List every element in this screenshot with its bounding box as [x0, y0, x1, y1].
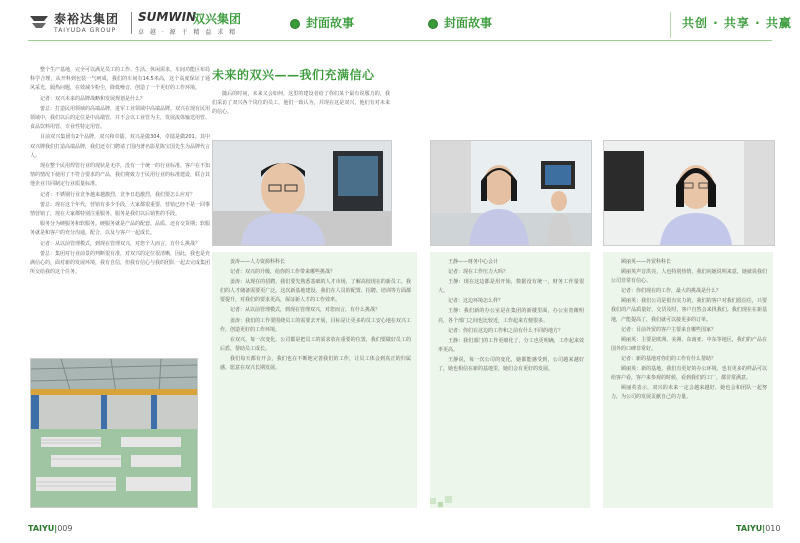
interviewee-image — [604, 141, 774, 245]
interview-body — [611, 258, 767, 403]
portrait-photo-gu — [603, 140, 775, 246]
brand-name-en: TAIYUDA GROUP — [54, 27, 117, 34]
paragraph: 顾丽英：我们公司是很有实力的，我们的客户对我们很信任，只要我们的产品质量好，交货及时，客户自然会来找我们。我们现在在新基地，产能提高了，我们就可以接更多的订单。 — [611, 298, 767, 323]
brand-name-cn: 泰裕达集团 — [54, 12, 120, 26]
interview-body — [438, 258, 584, 375]
sub-brand-en: SUMWIN — [138, 10, 197, 24]
paragraph: 在双兴，每一次变化，公司都是把员工的需求放在重要的位置，我们要做好员工的后盾，帮助员工成长。 — [220, 336, 411, 352]
sub-brand-cn: 双兴集团 — [193, 12, 242, 26]
brand-logo — [28, 10, 243, 40]
interview-panel-gu — [603, 252, 773, 508]
paragraph: 蕾总：现在这个年代，营销有多少手段，大家都很重要，营销已经不是一回事情营销了，现在大家都特别注重服务。服务是我们以后销售的手段。 — [30, 201, 211, 218]
footer-brand: TAIYU — [28, 524, 55, 533]
brand-slogan: 卓 越 · 源 于 精 益 求 精 — [138, 29, 238, 36]
paragraph: 王静：我们部门的工作更细化了，分工也更明确，工作起来效率更高。 — [438, 337, 584, 353]
paragraph: 记者：从以前管理模式，到现在管理双兴，对您而言，有什么挑战？ — [230, 307, 381, 314]
section-tag — [428, 14, 492, 31]
page-number: 010 — [765, 524, 781, 533]
interview-panel-jiang — [212, 252, 417, 508]
article-intro — [212, 90, 390, 119]
paragraph: 记者：双兴的升级，给你的工作带来哪些挑战？ — [230, 269, 336, 276]
paragraph: 服务分为硬服务和软服务。硬服务就是产品的配套、品质、还有交货期；软服务就是和客户的充分沟通，配合，以及与客户一起成长。 — [30, 221, 211, 237]
section-tag — [290, 14, 354, 31]
factory-interior-image — [31, 359, 197, 507]
intro-paragraph: 随后的时间，未来又会如何，这里的建设者给了你们某个最有说服力的，我们采访了双兴各个岗位的员工，他们一致认为，并现在这是双兴，他们有对未来的信心。 — [212, 91, 390, 116]
section-dot-icon — [428, 19, 438, 29]
interviewee-image — [431, 141, 591, 245]
paragraph: 目前双兴集团有2个品牌，双兴和卓镭，双兴是做304，卓镭是做201。其中双兴牌我们打造高端品牌，我们还专门聘请了国内著名影星陈宝国先生为品牌代言人。 — [30, 134, 211, 159]
paragraph: 记者：你们现在的工作，最大的挑战是什么？ — [621, 288, 722, 295]
paragraph: 记者：从以前管理模式，到现在管理双兴，对您个人而言，有什么挑战？ — [40, 240, 201, 247]
section-label: 封面故事 — [444, 16, 493, 30]
header-rule — [28, 40, 400, 41]
interview-body — [220, 258, 411, 374]
paragraph: 顾丽英：新的基地，我们有更好的办公环境，也有更多的样品可以给客户看，客户来参观的时候，看到我们的工厂，都非常满意。 — [611, 366, 767, 382]
portrait-photo-wang — [430, 140, 592, 246]
paragraph: 顾丽英：主要是欧洲、美洲、东南亚、中东等地区，我们的产品在国外的口碑非常好。 — [611, 336, 767, 352]
paragraph: 王静：现在这边都是用开始，数据没有统一，财务工作量很大。 — [438, 279, 584, 295]
section-dot-icon — [290, 19, 300, 29]
paragraph: 记者：不锈钢行业竞争越来越激烈，竞争日趋激烈，我们要怎么应对？ — [40, 191, 196, 198]
section-label: 封面故事 — [306, 16, 355, 30]
header-divider — [670, 12, 671, 38]
paragraph: 记者：目前外贸的客户主要来自哪些国家？ — [621, 326, 717, 333]
paragraph: 顾丽英表示，双兴的未来一定会越来越好，她也会和团队一起努力，为公司的发展贡献自己的力量。 — [611, 385, 767, 401]
paragraph: 我们每天都有开会，我们也在不断地完善我们的工作，让员工体会到真正的归属感，愿意在双兴长期发展。 — [220, 355, 411, 372]
article-headline: 未来的双兴——我们充满信心 — [212, 68, 375, 82]
paragraph: 姜涛：从现在的招聘，我们要先熟悉基础的人才市场，了解高校现在的新员工，我们的人才储备需要更广泛。这次新基地建设，我们在人员的配置、招聘、培训等方面都要提升，对我们的要求更高，保证新人才的工作效率。 — [220, 279, 411, 304]
left-footer: TAIYU|009 — [28, 524, 73, 533]
paragraph: 记者：这边环境怎么样？ — [448, 298, 504, 305]
interviewee-image — [213, 141, 391, 245]
interviewee-name: 姜涛——人力资源科科长 — [230, 259, 286, 265]
portrait-photo-jiang — [212, 140, 392, 246]
right-footer: TAIYU|010 — [736, 524, 781, 533]
page-number: 009 — [57, 524, 73, 533]
interviewee-name: 顾丽英——外贸科科长 — [621, 259, 672, 265]
logo-divider — [131, 12, 132, 34]
factory-photo — [30, 358, 198, 508]
decorative-squares-icon — [430, 488, 490, 510]
interviewee-name: 王静——财务中心会计 — [448, 259, 499, 265]
paragraph: 蕾总：打造民用领域的高端品牌，进军工业领域中高端品牌。双兴在现有民用领域中，我们以后的定位是中高端管，并不会以工业管为主，发展流体输送用管、食品饮料用管、专业性特定用管。 — [30, 105, 211, 131]
paragraph: 记者：双兴未来的品牌战略和发展规划是什么？ — [40, 95, 146, 102]
paragraph: 顾丽英声音洪亮，人也特别热情，我们向她说明来意，她就说我们公司非常有信心。 — [611, 269, 767, 285]
footer-brand: TAIYU — [736, 524, 763, 533]
paragraph: 蕾总：集团对行业前景的判断很有准，对双兴的定位很清晰，因此，我也是充满信心的，面对新的发展环境，我有自信，但我有信心与我的团队一起去完成集团所交给我的这个任务。 — [30, 250, 211, 276]
paragraph: 记者：新的基地对你们的工作有什么帮助？ — [621, 355, 717, 362]
paragraph: 姜涛：我们的工作要围绕员工的需要去开展，目标是让更多的员工安心地在双兴工作，创造更好的工作环境。 — [220, 317, 411, 333]
paragraph: 记者：现在工作压力大吗？ — [448, 269, 509, 276]
interview-panel-wang — [430, 252, 590, 508]
paragraph: 王静说，每一次公司的变化，她都能感受到，公司越来越好了，她也相信在新的基地里，她们会有更好的发展。 — [438, 356, 584, 373]
paragraph: 现在整个民用焊管行业的现状是无序，没有一个统一的行业标准，客户在不知情的情况下使用了不符合要求的产品，我们将致力于民用行业的标准建设，联合其他企业共同制定行业质量标准。 — [30, 163, 211, 188]
tagline: 共创 · 共享 · 共赢 — [682, 16, 792, 30]
taiyuda-logo-icon — [28, 12, 50, 32]
paragraph: 王静：我们新的办公室是在集团的新楼里面，办公室宽敞明亮，各个部门之间也比较近，工作起来方便很多。 — [438, 308, 584, 324]
header-rule — [400, 40, 772, 41]
paragraph: 整个生产基地，完全可以满足员工的工作、生活、休闲需求。车间功能区布局科学合理，从开料到包装一气呵成，我们的车间有14.5米高，这个高度保证了通风采光，隔热问题，在效减少粉尘，降低噪音，创造了一个更好的工作环境。 — [30, 67, 211, 92]
left-article-column — [30, 66, 210, 278]
paragraph: 记者：你们在这边的工作和之前有什么不同的地方？ — [448, 327, 564, 334]
